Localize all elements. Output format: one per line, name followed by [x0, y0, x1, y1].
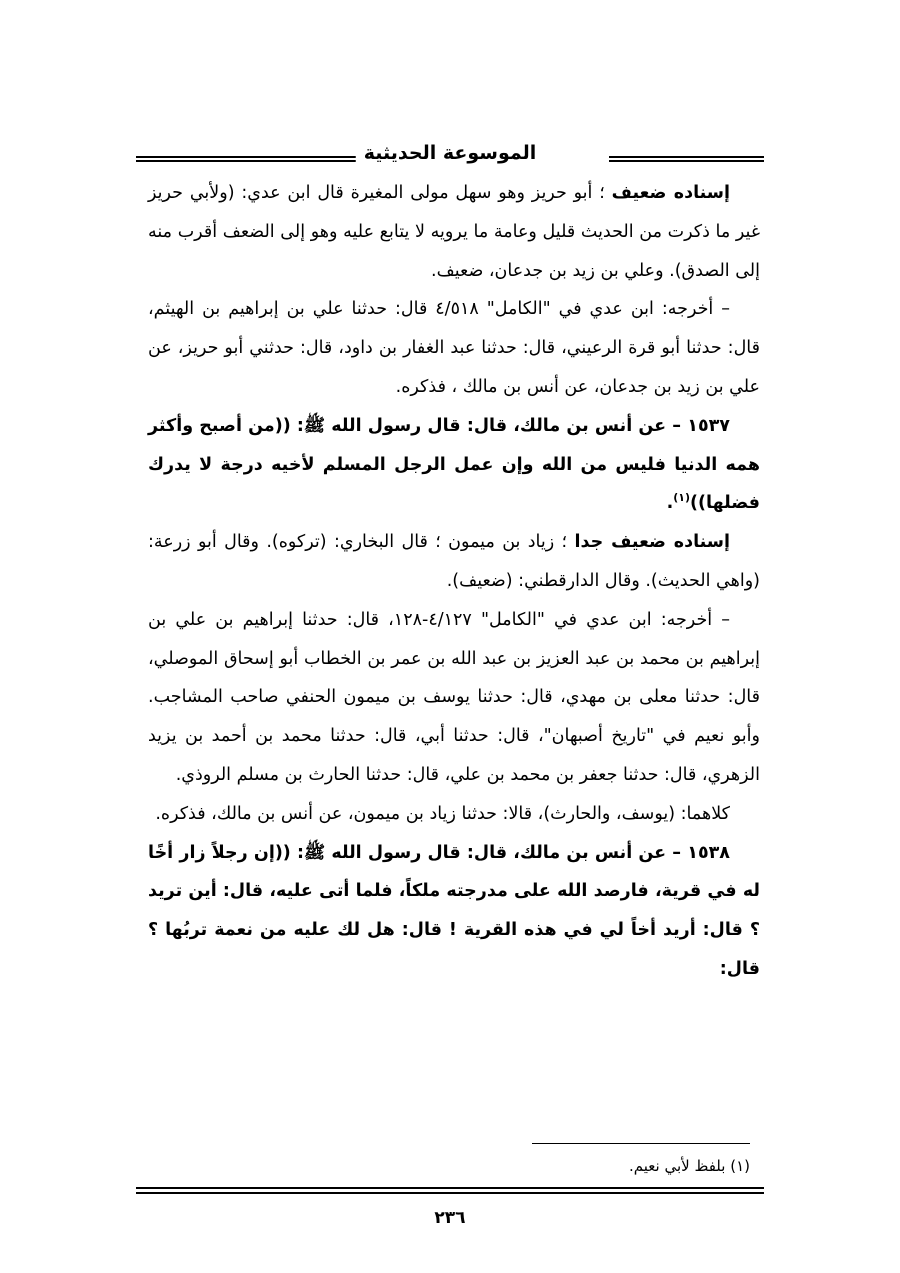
- isnad-verdict: إسناده ضعيف جدا: [574, 532, 730, 553]
- running-header: [136, 140, 764, 176]
- page-number: ٢٣٦: [434, 1208, 466, 1228]
- paragraph-isnad-1: [148, 174, 760, 290]
- main-text: [148, 174, 760, 989]
- footnote-text: بلفظ لأبي نعيم.: [629, 1157, 726, 1175]
- hadith-tail: .: [666, 493, 674, 514]
- hadith-1538: ١٥٣٨ – عن أنس بن مالك، قال: قال رسول الله ﷺ: ((إن رجلاً زار أخًا له في قرية، فارصد الله على مدرجته ملكاً، فلما أتى عليه، قال: أين تريد ؟ قال: أريد أخاً لي في هذه القرية ! قال: هل لك عليه من نعمة تربُها ؟ قال:: [148, 842, 760, 979]
- footer-rule: [136, 1187, 764, 1194]
- isnad-verdict: إسناده ضعيف: [611, 183, 730, 203]
- footnote-marker: (١): [730, 1157, 750, 1175]
- paragraph-text: ؛ زياد بن ميمون ؛ قال البخاري: (تركوه). وقال أبو زرعة: (واهي الحديث). وقال الدارقطني: (ضعيف).: [148, 532, 760, 591]
- header-rule-left: [136, 156, 368, 162]
- footnote: [629, 1157, 750, 1175]
- paragraph-isnad-2: [148, 523, 760, 601]
- footnote-reference[interactable]: (١): [673, 491, 691, 505]
- paragraph-text: ؛ أبو حريز وهو سهل مولى المغيرة قال ابن عدي: (ولأبي حريز غير ما ذكرت من الحديث قليل وعامة ما يرويه لا يتابع عليه وهو إلى الضعف أقرب منه إلى الصدق). وعلي بن زيد بن جدعان، ضعيف.: [148, 183, 760, 281]
- header-title: الموسوعة الحديثية: [356, 142, 545, 164]
- paragraph-chain-summary: كلاهما: (يوسف، والحارث)، قالا: حدثنا زياد بن ميمون، عن أنس بن مالك، فذكره.: [155, 803, 730, 824]
- header-rule-right: [609, 156, 764, 162]
- paragraph-takhrij-1: – أخرجه: ابن عدي في "الكامل" ٤/٥١٨ قال: حدثنا علي بن إبراهيم بن الهيثم، قال: حدثنا أبو قرة الرعيني، قال: حدثنا عبد الغفار بن داود، قال: حدثني أبو حريز، عن علي بن زيد بن جدعان، عن أنس بن مالك ، فذكره.: [148, 299, 760, 397]
- hadith-text: ١٥٣٧ – عن أنس بن مالك، قال: قال رسول الله ﷺ: ((من أصبح وأكثر همه الدنيا فليس من الله وإن عمل الرجل المسلم لأخيه درجة لا يدرك فضلها)): [148, 415, 760, 514]
- paragraph-takhrij-2: – أخرجه: ابن عدي في "الكامل" ٤/١٢٧-١٢٨، قال: حدثنا إبراهيم بن علي بن إبراهيم بن محمد بن عبد العزيز بن عبد الله بن عمر بن الخطاب أبو إسحاق الموصلي، قال: حدثنا معلى بن مهدي، قال: حدثنا يوسف بن ميمون الحنفي صاحب المشاجب. وأبو نعيم في "تاريخ أصبهان"، قال: حدثنا أبي، قال: حدثنا محمد بن أحمد بن يزيد الزهري، قال: حدثنا جعفر بن محمد بن علي، قال: حدثنا الحارث بن مسلم الروذي.: [148, 609, 760, 785]
- hadith-1537: [148, 407, 760, 523]
- footnote-separator: [532, 1143, 750, 1144]
